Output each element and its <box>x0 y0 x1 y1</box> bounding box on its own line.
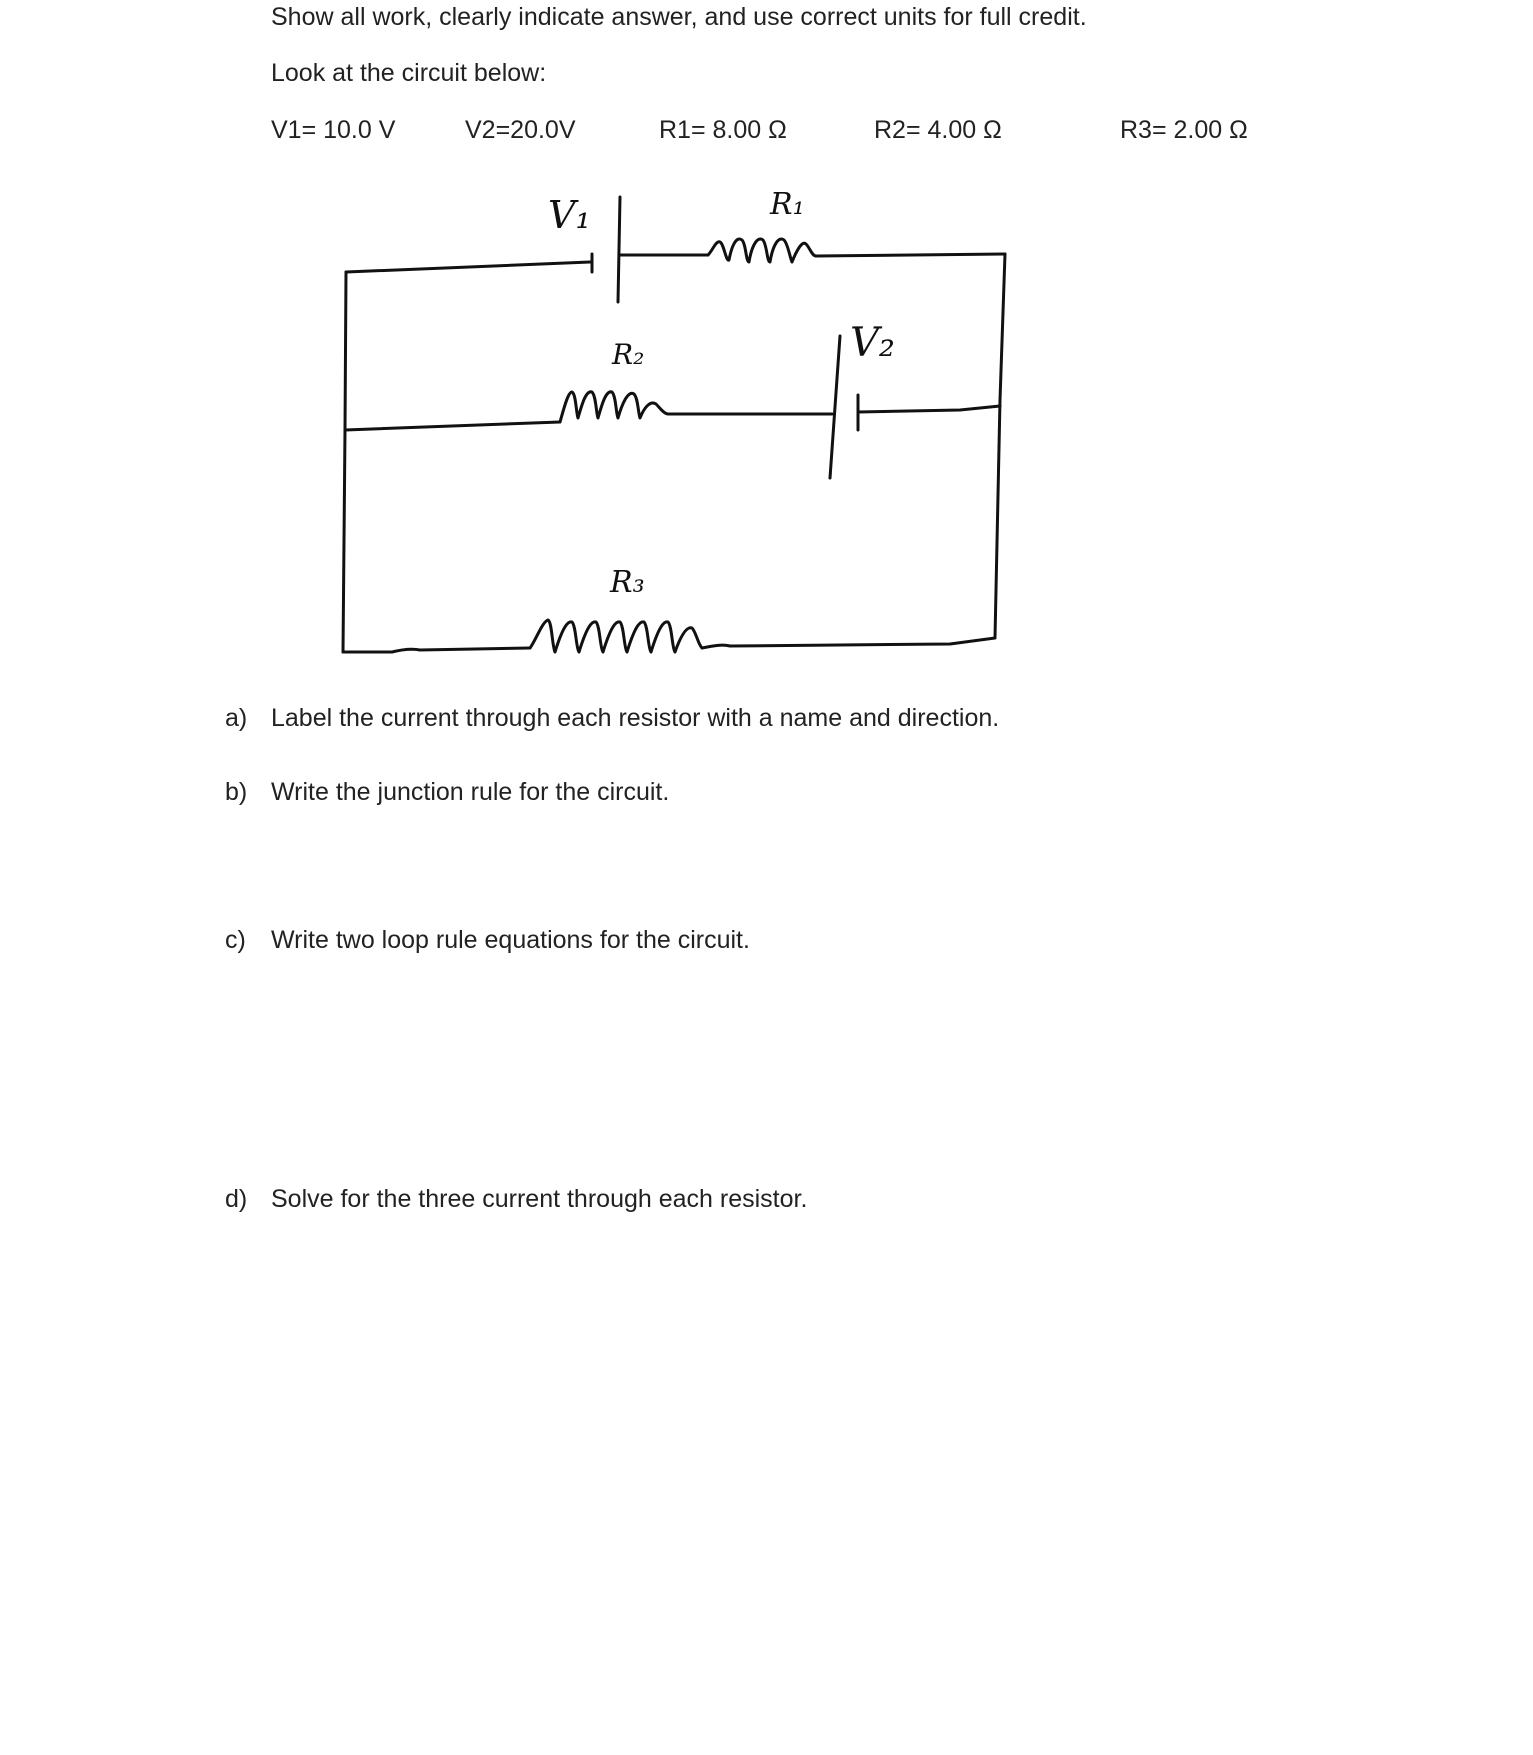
wire-right-side <box>995 254 1005 638</box>
wire-v2-right <box>858 406 1000 412</box>
wire-mid-left <box>345 422 560 430</box>
intro-text: Look at the circuit below: <box>271 59 547 87</box>
question-c-letter: c) <box>225 926 246 954</box>
question-d-text: Solve for the three current through each resistor. <box>271 1185 808 1213</box>
value-v1: V1= 10.0 V <box>271 116 396 144</box>
question-a-letter: a) <box>225 704 248 732</box>
value-r3: R3= 2.00 Ω <box>1120 116 1248 144</box>
wire-top-left <box>346 262 590 272</box>
circuit-diagram <box>0 0 1533 700</box>
wire-bottom-left <box>343 648 530 652</box>
resistor-r3 <box>530 620 702 652</box>
wire-r1-right <box>816 254 1005 256</box>
resistor-r1 <box>708 239 816 262</box>
wire-bottom-right <box>702 638 995 648</box>
instructions-text: Show all work, clearly indicate answer, and use correct units for full credit. <box>271 3 1087 31</box>
label-r1: R₁ <box>770 187 805 222</box>
question-b-text: Write the junction rule for the circuit. <box>271 778 670 806</box>
question-a-text: Label the current through each resistor with a name and direction. <box>271 704 1000 732</box>
label-v2: V₂ <box>850 320 895 366</box>
question-c-text: Write two loop rule equations for the circuit. <box>271 926 750 954</box>
value-r1: R1= 8.00 Ω <box>659 116 787 144</box>
label-r2: R₂ <box>612 338 645 371</box>
resistor-r2 <box>560 392 668 422</box>
question-d-letter: d) <box>225 1185 248 1213</box>
value-v2: V2=20.0V <box>465 116 576 144</box>
value-r2: R2= 4.00 Ω <box>874 116 1002 144</box>
question-b-letter: b) <box>225 778 248 806</box>
battery-v1-long-plate <box>618 197 620 302</box>
label-r3: R₃ <box>610 565 645 600</box>
label-v1: V₁ <box>548 193 591 237</box>
wire-left-side <box>343 272 346 652</box>
battery-v2-long-plate <box>830 336 840 478</box>
